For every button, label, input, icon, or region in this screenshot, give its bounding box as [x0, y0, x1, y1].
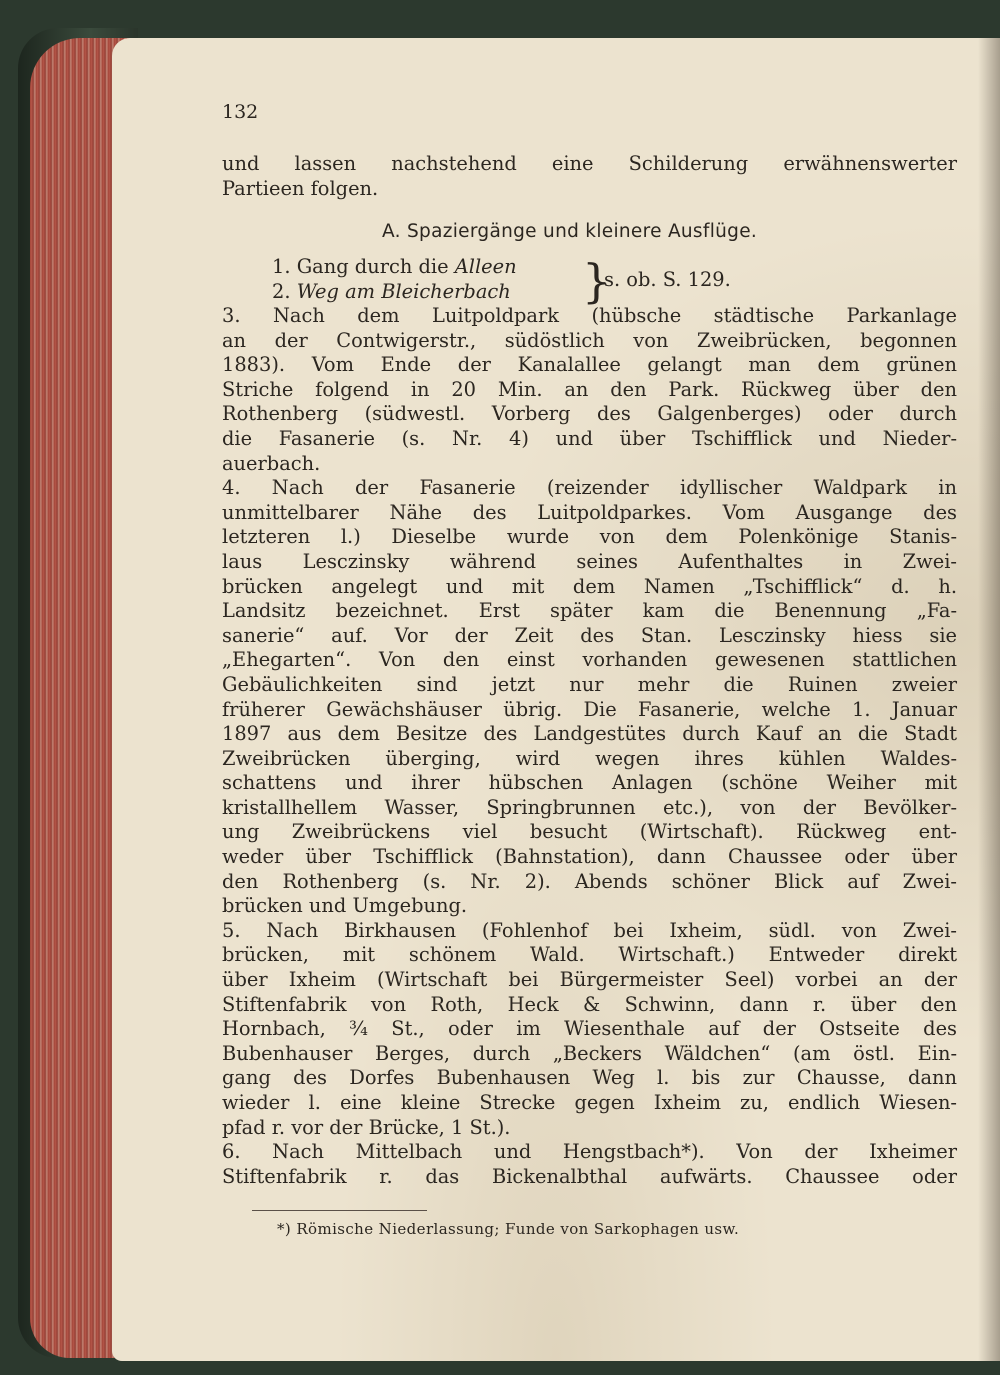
- intro-paragraph: [222, 152, 957, 201]
- text-line: letzteren l.) Dieselbe wurde von dem Polenkönige Stanis-: [222, 525, 957, 549]
- text-line: brücken und Umgebung.: [222, 894, 468, 918]
- text-line: Landsitz bezeichnet. Erst später kam die Benennung „Fa-: [222, 599, 957, 623]
- text-line: brücken, mit schönem Wald. Wirtschaft.) Entweder direkt: [222, 943, 957, 967]
- text-line: „Ehegarten“. Von den einst vorhanden gewesenen stattlichen: [222, 648, 957, 672]
- list-text-italic: Alleen: [454, 255, 517, 278]
- text-line: Stiftenfabrik von Roth, Heck & Schwinn, dann r. über den: [222, 992, 957, 1016]
- text-line: früherer Gewächshäuser übrig. Die Fasanerie, welche 1. Januar: [222, 697, 957, 721]
- text-line: über Ixheim (Wirtschaft bei Bürgermeister Seel) vorbei an der: [222, 968, 957, 992]
- text-line: Hornbach, ¾ St., oder im Wiesenthale auf der Ostseite des: [222, 1017, 957, 1041]
- text-line: auerbach.: [222, 451, 321, 475]
- section-heading: A. Spaziergänge und kleinere Ausflüge.: [382, 221, 758, 242]
- text-line: sanerie“ auf. Vor der Zeit des Stan. Lesczinsky hiess sie: [222, 623, 957, 647]
- text-line: 4. Nach der Fasanerie (reizender idyllischer Waldpark in: [222, 476, 957, 500]
- text-line: Stiftenfabrik r. das Bickenalbthal aufwärts. Chaussee oder: [222, 1164, 957, 1188]
- cross-reference: s. ob. S. 129.: [604, 268, 731, 291]
- list-number: 2.: [272, 280, 291, 303]
- text-line: Striche folgend in 20 Min. an den Park. Rückweg über den: [222, 377, 957, 401]
- text-line: pfad r. vor der Brücke, 1 St.).: [222, 1115, 511, 1139]
- text-line: 1883). Vom Ende der Kanalallee gelangt man dem grünen: [222, 353, 957, 377]
- text-line: Gebäulichkeiten sind jetzt nur mehr die Ruinen zweier: [222, 672, 957, 696]
- list-text: Gang durch die: [296, 255, 455, 278]
- text-line: Rothenberg (südwestl. Vorberg des Galgenberges) oder durch: [222, 402, 957, 426]
- text-line: laus Lesczinsky während seines Aufenthaltes in Zwei-: [222, 549, 957, 573]
- text-line: Bubenhauser Berges, durch „Beckers Wäldchen“ (am östl. Ein-: [222, 1041, 957, 1065]
- list-number: 1.: [272, 255, 291, 278]
- list-item-2: [272, 280, 511, 305]
- text-line: brücken angelegt und mit dem Namen „Tschifflick“ d. h.: [222, 574, 957, 598]
- text-line: den Rothenberg (s. Nr. 2). Abends schöner Blick auf Zwei-: [222, 869, 957, 893]
- text-line: gang des Dorfes Bubenhausen Weg l. bis zur Chausse, dann: [222, 1066, 957, 1090]
- text-line: an der Contwigerstr., südöstlich von Zweibrücken, begonnen: [222, 328, 957, 352]
- gutter-shadow: [978, 38, 1000, 1361]
- brace-glyph: }: [582, 254, 612, 308]
- footnote-rule: [252, 1210, 427, 1211]
- text-line: Zweibrücken überging, wird wegen ihres kühlen Waldes-: [222, 746, 957, 770]
- list-item-1: [272, 255, 517, 280]
- text-line: weder über Tschifflick (Bahnstation), dann Chaussee oder über: [222, 845, 957, 869]
- text-line: 6. Nach Mittelbach und Hengstbach*). Von der Ixheimer: [222, 1140, 957, 1164]
- list-text-italic: Weg am Bleicherbach: [296, 280, 511, 303]
- text-line: 1897 aus dem Besitze des Landgestütes durch Kauf an die Stadt: [222, 722, 957, 746]
- body-text: [222, 304, 957, 1189]
- text-line: unmittelbarer Nähe des Luitpoldparkes. Vom Ausgange des: [222, 500, 957, 524]
- text-line: und lassen nachstehend eine Schilderung erwähnenswerter: [222, 152, 957, 175]
- text-line: schattens und ihrer hübschen Anlagen (schöne Weiher mit: [222, 771, 957, 795]
- text-line: kristallhellem Wasser, Springbrunnen etc.), von der Bevölker-: [222, 795, 957, 819]
- text-line: ung Zweibrückens viel besucht (Wirtschaft). Rückweg ent-: [222, 820, 957, 844]
- page-number: 132: [222, 101, 259, 123]
- text-line: wieder l. eine kleine Strecke gegen Ixheim zu, endlich Wiesen-: [222, 1091, 957, 1114]
- text-line: 5. Nach Birkhausen (Fohlenhof bei Ixheim, südl. von Zwei-: [222, 918, 957, 942]
- footnote: *) Römische Niederlassung; Funde von Sarkophagen usw.: [277, 1220, 740, 1238]
- text-line: 3. Nach dem Luitpoldpark (hübsche städtische Parkanlage: [222, 304, 957, 327]
- text-line: Partieen folgen.: [222, 176, 379, 200]
- text-line: die Fasanerie (s. Nr. 4) und über Tschifflick und Nieder-: [222, 426, 957, 450]
